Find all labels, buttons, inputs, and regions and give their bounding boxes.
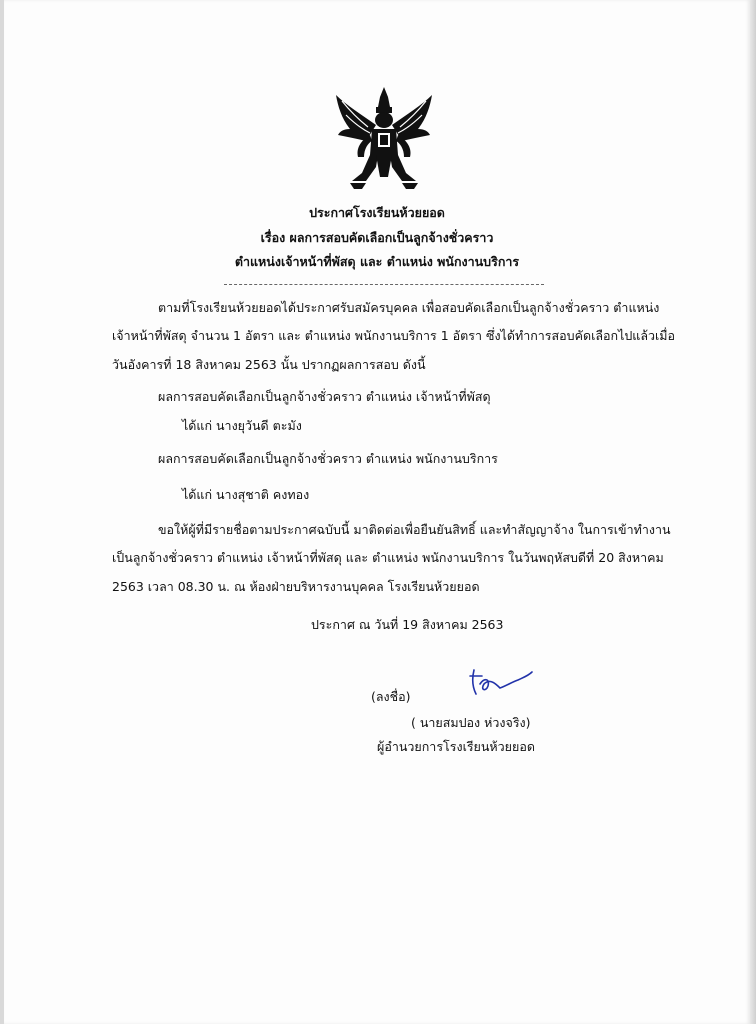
announcement-subject: เรื่อง ผลการสอบคัดเลือกเป็นลูกจ้างชั่วคราว [260, 230, 494, 245]
paragraph-1-line-2: เจ้าหน้าที่พัสดุ จำนวน 1 อัตรา และ ตำแหน่ง พนักงานบริการ 1 อัตรา ซึ่งได้ทำการสอบคัดเลือกไปแล้วเมื่อ [112, 328, 676, 343]
result-1-heading: ผลการสอบคัดเลือกเป็นลูกจ้างชั่วคราว ตำแหน่ง เจ้าหน้าที่พัสดุ [158, 389, 491, 404]
signature-label: (ลงชื่อ) [371, 689, 411, 704]
paragraph-2-line-2: เป็นลูกจ้างชั่วคราว ตำแหน่ง เจ้าหน้าที่พัสดุ และ ตำแหน่ง พนักงานบริการ ในวันพฤหัสบดีที่ 20 สิงหาคม [112, 550, 664, 565]
announcement-positions: ตำแหน่งเจ้าหน้าที่พัสดุ และ ตำแหน่ง พนักงานบริการ [234, 254, 520, 269]
handwritten-signature-icon [466, 664, 536, 700]
announcement-title: ประกาศโรงเรียนห้วยยอด [309, 205, 445, 220]
result-2-winner: ได้แก่ นางสุชาติ คงทอง [182, 487, 310, 502]
result-2-heading: ผลการสอบคัดเลือกเป็นลูกจ้างชั่วคราว ตำแหน่ง พนักงานบริการ [158, 451, 498, 466]
paragraph-2-line-1: ขอให้ผู้ที่มีรายชื่อตามประกาศฉบับนี้ มาติดต่อเพื่อยืนยันสิทธิ์ และทำสัญญาจ้าง ในการเข้าทำงาน [158, 522, 671, 537]
divider [224, 284, 544, 285]
paragraph-1-line-3: วันอังคารที่ 18 สิงหาคม 2563 นั้น ปรากฏผลการสอบ ดังนี้ [112, 357, 426, 372]
paragraph-1-line-1: ตามที่โรงเรียนห้วยยอดได้ประกาศรับสมัครบุคคล เพื่อสอบคัดเลือกเป็นลูกจ้างชั่วคราว ตำแหน่ง [158, 300, 660, 315]
document-page [4, 0, 750, 1024]
garuda-emblem-icon [332, 85, 436, 193]
signer-name: ( นายสมปอง ห่วงจริง) [411, 715, 531, 730]
result-1-winner: ได้แก่ นางยุวันดี ตะมัง [182, 418, 302, 433]
signer-position: ผู้อำนวยการโรงเรียนห้วยยอด [377, 739, 535, 754]
paragraph-2-line-3: 2563 เวลา 08.30 น. ณ ห้องฝ่ายบริหารงานบุคคล โรงเรียนห้วยยอด [112, 579, 480, 594]
announcement-date: ประกาศ ณ วันที่ 19 สิงหาคม 2563 [311, 617, 504, 632]
page-edge [750, 0, 756, 1024]
